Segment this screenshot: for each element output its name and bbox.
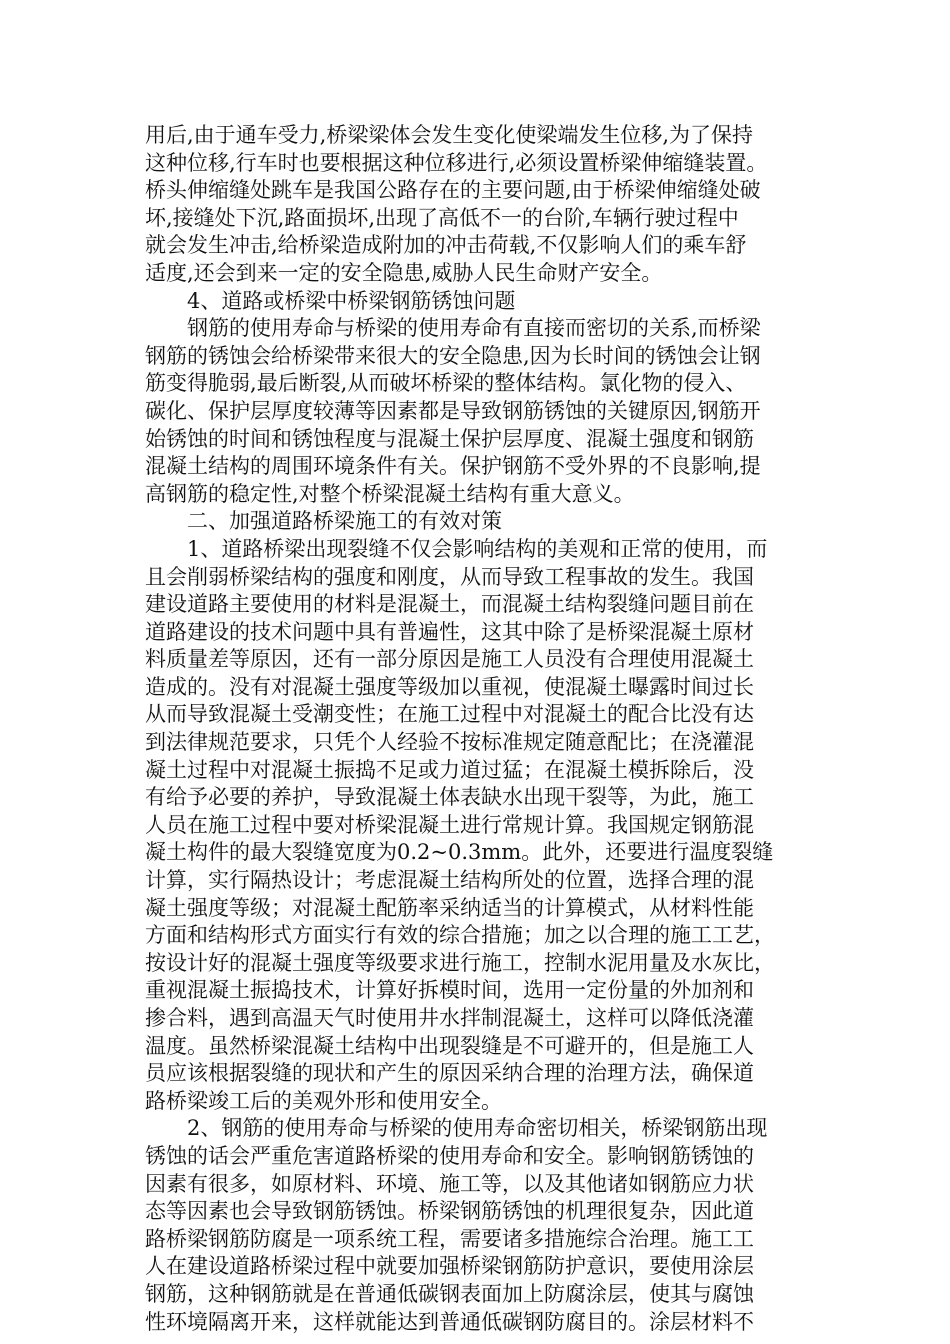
text-line: 从而导致混凝土受潮变性；在施工过程中对混凝土的配合比没有达 (145, 702, 754, 727)
text-line: 碳化、保护层厚度较薄等因素都是导致钢筋锈蚀的关键原因,钢筋开 (145, 398, 761, 423)
text-line: 因素有很多，如原材料、环境、施工等，以及其他诸如钢筋应力状 (145, 1171, 754, 1196)
text-line: 计算，实行隔热设计；考虑混凝土结构所处的位置，选择合理的混 (145, 868, 754, 893)
text-line: 路桥梁钢筋防腐是一项系统工程，需要诸多措施综合治理。施工工 (145, 1226, 754, 1251)
text-line: 二、加强道路桥梁施工的有效对策 (145, 509, 502, 534)
text-line: 钢筋的使用寿命与桥梁的使用寿命有直接而密切的关系,而桥梁 (145, 316, 761, 341)
text-line: 始锈蚀的时间和锈蚀程度与混凝土保护层厚度、混凝土强度和钢筋 (145, 426, 754, 451)
text-line: 桥头伸缩缝处跳车是我国公路存在的主要问题,由于桥梁伸缩缝处破 (145, 178, 761, 203)
text-line: 有给予必要的养护，导致混凝土体表缺水出现干裂等，为此，施工 (145, 785, 754, 810)
text-line: 适度,还会到来一定的安全隐患,威胁人民生命财产安全。 (145, 260, 663, 285)
text-line: 就会发生冲击,给桥梁造成附加的冲击荷载,不仅影响人们的乘车舒 (145, 233, 747, 258)
text-line: 钢筋的锈蚀会给桥梁带来很大的安全隐患,因为长时间的锈蚀会让钢 (145, 343, 761, 368)
text-line: 钢筋，这种钢筋就是在普通低碳钢表面加上防腐涂层，使其与腐蚀 (145, 1281, 754, 1306)
text-line: 用后,由于通车受力,桥梁梁体会发生变化使梁端发生位移,为了保持 (145, 123, 754, 147)
text-line: 重视混凝土振捣技术，计算好拆模时间，选用一定份量的外加剂和 (145, 978, 754, 1003)
text-line: 路桥梁竣工后的美观外形和使用安全。 (145, 1088, 502, 1113)
text-line: 坏,接缝处下沉,路面损坏,出现了高低不一的台阶,车辆行驶过程中 (145, 205, 739, 230)
text-line: 建设道路主要使用的材料是混凝土，而混凝土结构裂缝问题目前在 (145, 592, 754, 617)
text-line: 方面和结构形式方面实行有效的综合措施；加之以合理的施工工艺， (145, 923, 775, 948)
text-line: 性环境隔离开来，这样就能达到普通低碳钢防腐目的。涂层材料不 (145, 1309, 754, 1334)
text-line: 料质量差等原因，还有一部分原因是施工人员没有合理使用混凝土 (145, 647, 754, 672)
text-line: 态等因素也会导致钢筋锈蚀。桥梁钢筋锈蚀的机理很复杂，因此道 (145, 1199, 754, 1224)
text-line: 温度。虽然桥梁混凝土结构中出现裂缝是不可避开的，但是施工人 (145, 1033, 754, 1058)
text-line: 高钢筋的稳定性,对整个桥梁混凝土结构有重大意义。 (145, 481, 635, 506)
text-line: 人员在施工过程中要对桥梁混凝土进行常规计算。我国规定钢筋混 (145, 812, 754, 837)
body-text (145, 122, 805, 1336)
text-line: 1、道路桥梁出现裂缝不仅会影响结构的美观和正常的使用，而 (145, 536, 768, 561)
text-line: 锈蚀的话会严重危害道路桥梁的使用寿命和安全。影响钢筋锈蚀的 (145, 1143, 754, 1168)
text-line: 道路建设的技术问题中具有普遍性，这其中除了是桥梁混凝土原材 (145, 619, 754, 644)
text-line: 员应该根据裂缝的现状和产生的原因采纳合理的治理方法，确保道 (145, 1061, 754, 1086)
text-line: 掺合料，遇到高温天气时使用井水拌制混凝土，这样可以降低浇灌 (145, 1006, 754, 1030)
text-line: 且会削弱桥梁结构的强度和刚度，从而导致工程事故的发生。我国 (145, 564, 754, 589)
text-line: 到法律规范要求，只凭个人经验不按标准规定随意配比；在浇灌混 (145, 730, 754, 755)
text-line: 2、钢筋的使用寿命与桥梁的使用寿命密切相关，桥梁钢筋出现 (145, 1116, 768, 1141)
text-line: 人在建设道路桥梁过程中就要加强桥梁钢筋防护意识，要使用涂层 (145, 1254, 754, 1279)
text-line: 4、道路或桥梁中桥梁钢筋锈蚀问题 (145, 288, 516, 313)
text-line: 凝土构件的最大裂缝宽度为0.2~0.3mm。此外，还要进行温度裂缝 (145, 840, 774, 865)
text-line: 按设计好的混凝土强度等级要求进行施工，控制水泥用量及水灰比， (145, 950, 775, 975)
text-line: 这种位移,行车时也要根据这种位移进行,必须设置桥梁伸缩缝装置。 (145, 150, 768, 175)
text-line: 造成的。没有对混凝土强度等级加以重视，使混凝土曝露时间过长 (145, 674, 754, 699)
text-line: 混凝土结构的周围环境条件有关。保护钢筋不受外界的不良影响,提 (145, 454, 761, 479)
text-line: 凝土强度等级；对混凝土配筋率采纳适当的计算模式，从材料性能 (145, 895, 754, 920)
text-line: 凝土过程中对混凝土振捣不足或力道过猛；在混凝土模拆除后，没 (145, 757, 754, 782)
text-line: 筋变得脆弱,最后断裂,从而破坏桥梁的整体结构。氯化物的侵入、 (145, 371, 747, 396)
